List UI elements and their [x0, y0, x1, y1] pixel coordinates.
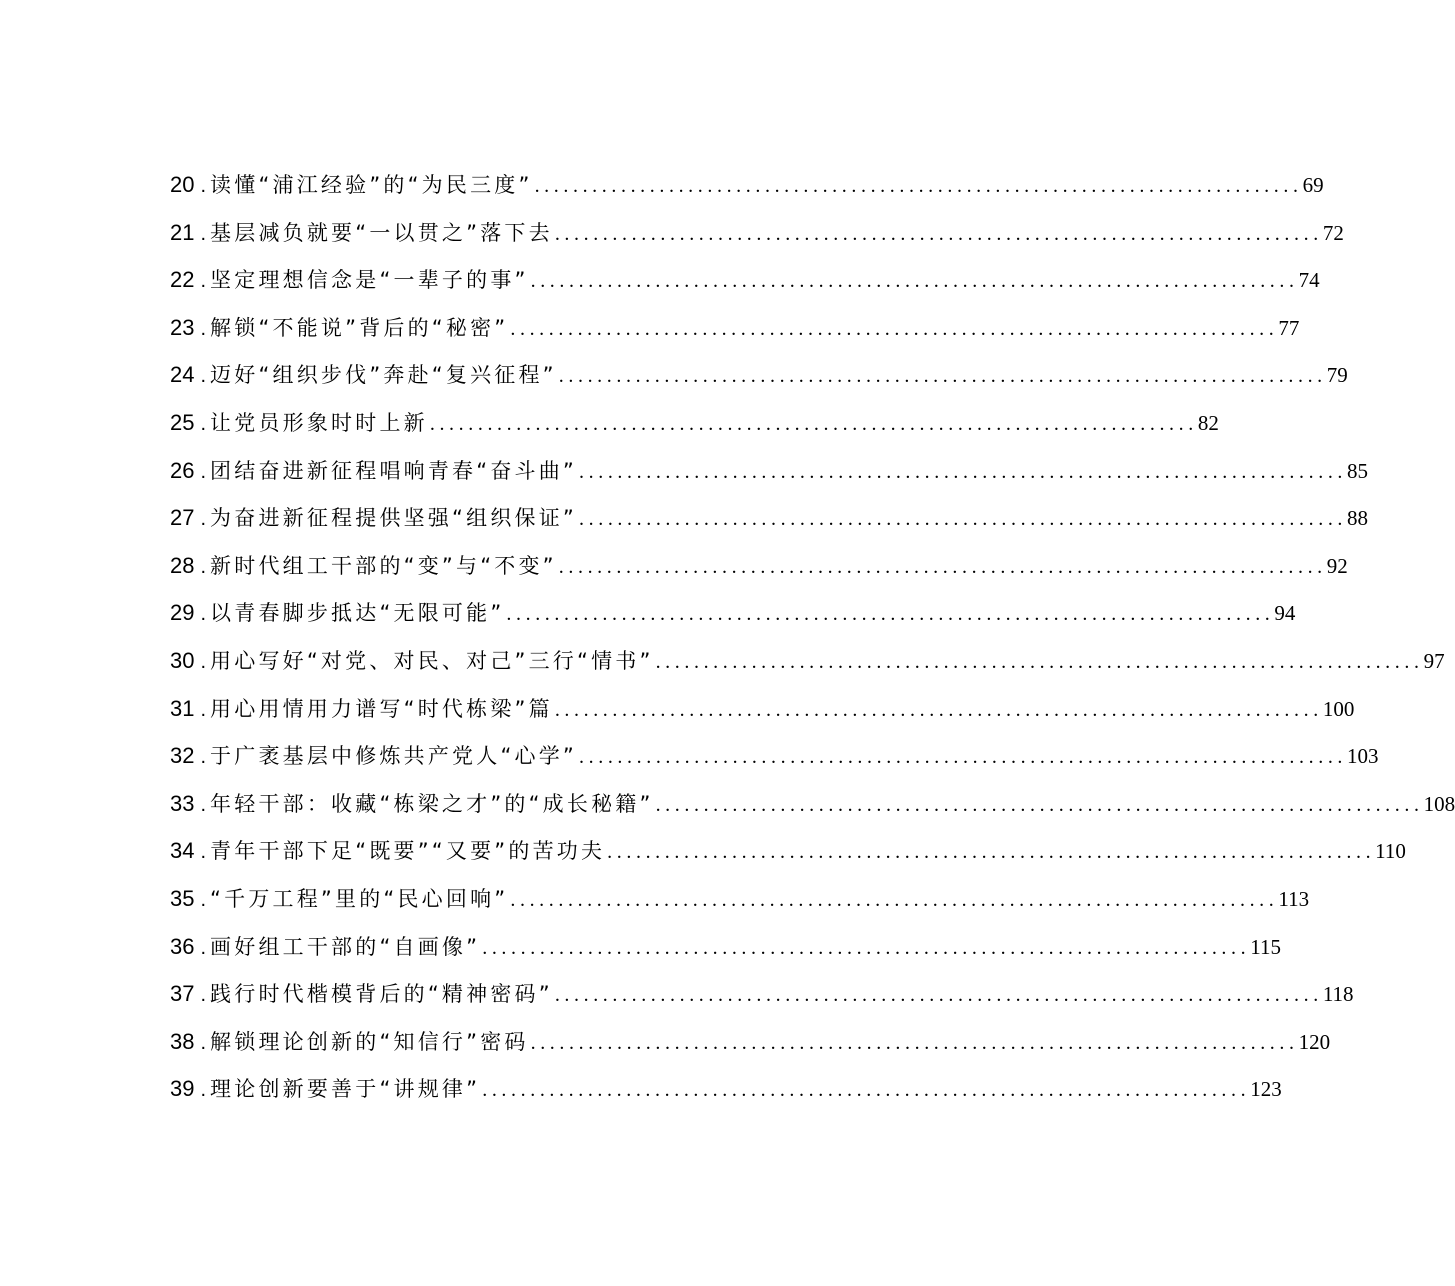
toc-entry-separator: . — [200, 222, 207, 245]
toc-dot-leader: ................................................................................ — [579, 508, 1348, 531]
toc-entry-number: 36 — [170, 933, 195, 959]
toc-entry-separator: . — [200, 175, 207, 197]
toc-dot-leader: ................................................................................ — [579, 460, 1348, 483]
toc-entry[interactable] — [170, 780, 1455, 828]
toc-entry[interactable] — [170, 923, 1281, 971]
toc-entry[interactable] — [170, 542, 1348, 590]
toc-entry-page: 74 — [1298, 268, 1320, 293]
toc-dot-leader: ................................................................................ — [579, 746, 1348, 769]
toc-entry[interactable] — [170, 351, 1348, 399]
toc-dot-leader: ................................................................................ — [510, 317, 1279, 340]
toc-dot-leader: ................................................................................ — [506, 603, 1275, 626]
toc-entry-page: 118 — [1322, 982, 1354, 1007]
toc-entry-title: 用心写好“对党、对民、对己”三行“情书” — [210, 648, 654, 673]
toc-dot-leader: ................................................................................ — [482, 936, 1251, 959]
toc-entry-page: 82 — [1197, 410, 1219, 435]
toc-entry-page: 100 — [1322, 696, 1355, 721]
toc-entry-page: 94 — [1274, 601, 1296, 626]
toc-dot-leader: ................................................................................ — [530, 1031, 1299, 1054]
toc-entry-separator: . — [200, 936, 207, 959]
toc-entry-number: 23 — [170, 314, 195, 340]
toc-entry-page: 92 — [1326, 553, 1348, 578]
toc-dot-leader: ................................................................................ — [655, 793, 1424, 816]
toc-entry-page: 69 — [1302, 173, 1324, 197]
toc-entry-number: 21 — [170, 219, 195, 245]
toc-entry[interactable] — [170, 589, 1296, 637]
toc-entry-title: 用心用情用力谱写“时代栋梁”篇 — [210, 696, 553, 721]
toc-dot-leader: ................................................................................ — [558, 555, 1327, 578]
toc-entry-number: 20 — [170, 172, 195, 197]
toc-entry-page: 85 — [1347, 458, 1369, 483]
toc-entry-number: 29 — [170, 600, 195, 626]
toc-dot-leader: ................................................................................ — [534, 175, 1303, 197]
toc-entry-title: 解锁“不能说”背后的“秘密” — [210, 315, 509, 340]
toc-entry-title: 读懂“浦江经验”的“为民三度” — [210, 173, 533, 197]
toc-entry-number: 33 — [170, 790, 195, 816]
toc-entry-number: 39 — [170, 1076, 195, 1102]
toc-entry-number: 37 — [170, 981, 195, 1007]
toc-entry[interactable] — [170, 827, 1406, 875]
toc-entry-page: 123 — [1250, 1077, 1282, 1102]
toc-entry-separator: . — [200, 698, 207, 721]
toc-entry[interactable] — [170, 732, 1379, 780]
toc-dot-leader: ................................................................................ — [554, 222, 1323, 245]
toc-entry-separator: . — [200, 508, 207, 531]
toc-entry[interactable] — [170, 494, 1369, 542]
toc-entry-separator: . — [200, 603, 207, 626]
toc-entry[interactable] — [170, 304, 1300, 352]
toc-dot-leader: ................................................................................ — [530, 270, 1299, 293]
toc-entry[interactable] — [170, 209, 1344, 257]
toc-entry-number: 38 — [170, 1028, 195, 1054]
toc-entry-number: 22 — [170, 267, 195, 293]
toc-entry-number: 35 — [170, 885, 195, 911]
toc-entry-page: 120 — [1298, 1029, 1331, 1054]
toc-entry-title: 解锁理论创新的“知信行”密码 — [210, 1029, 529, 1054]
toc-entry[interactable] — [170, 637, 1445, 685]
toc-dot-leader: ................................................................................ — [510, 888, 1279, 911]
toc-entry-separator: . — [200, 984, 207, 1007]
toc-entry-title: 团结奋进新征程唱响青春“奋斗曲” — [210, 458, 578, 483]
toc-dot-leader: ................................................................................ — [482, 1079, 1251, 1102]
toc-entry-page: 110 — [1375, 839, 1406, 864]
toc-entry-number: 24 — [170, 362, 195, 388]
toc-entry[interactable] — [170, 256, 1320, 304]
toc-dot-leader: ................................................................................ — [655, 650, 1424, 673]
toc-entry[interactable] — [170, 447, 1369, 495]
toc-entry-page: 108 — [1423, 791, 1455, 816]
toc-entry-title: 于广袤基层中修炼共产党人“心学” — [210, 744, 578, 769]
toc-entry-separator: . — [200, 746, 207, 769]
toc-entry-title: “千万工程”里的“民心回响” — [210, 886, 509, 911]
toc-entry-number: 31 — [170, 695, 195, 721]
toc-entry-title: 年轻干部：收藏“栋梁之才”的“成长秘籍” — [210, 791, 654, 816]
toc-entry[interactable] — [170, 685, 1355, 733]
toc-entry-number: 28 — [170, 552, 195, 578]
toc-entry[interactable] — [170, 161, 1324, 209]
toc-entry-separator: . — [200, 270, 207, 293]
toc-entry-page: 115 — [1250, 934, 1281, 959]
toc-entry-title: 坚定理想信念是“一辈子的事” — [210, 268, 529, 293]
toc-entry-separator: . — [200, 841, 207, 864]
toc-entry-page: 97 — [1423, 648, 1445, 673]
toc-entry-number: 30 — [170, 647, 195, 673]
toc-entry-separator: . — [200, 650, 207, 673]
toc-entry[interactable] — [170, 1065, 1282, 1113]
toc-entry[interactable] — [170, 875, 1310, 923]
toc-entry-page: 79 — [1326, 363, 1348, 388]
toc-entry-page: 113 — [1278, 886, 1310, 911]
toc-entry-number: 34 — [170, 838, 195, 864]
toc-entry-separator: . — [200, 317, 207, 340]
toc-entry-title: 迈好“组织步伐”奔赴“复兴征程” — [210, 363, 557, 388]
toc-entry-separator: . — [200, 365, 207, 388]
toc-entry-page: 88 — [1347, 506, 1369, 531]
toc-entry-separator: . — [200, 793, 207, 816]
toc-entry[interactable] — [170, 399, 1219, 447]
table-of-contents — [170, 161, 1455, 1113]
toc-entry-title: 理论创新要善于“讲规律” — [210, 1077, 481, 1102]
toc-entry-title: 让党员形象时时上新 — [210, 410, 428, 435]
toc-entry-page: 103 — [1347, 744, 1379, 769]
toc-dot-leader: ................................................................................ — [607, 841, 1376, 864]
toc-entry-separator: . — [200, 1031, 207, 1054]
toc-dot-leader: ................................................................................ — [554, 984, 1323, 1007]
toc-dot-leader: ................................................................................ — [554, 698, 1323, 721]
toc-entry[interactable] — [170, 970, 1354, 1018]
toc-entry-separator: . — [200, 1079, 207, 1102]
toc-entry-separator: . — [200, 555, 207, 578]
toc-entry-number: 25 — [170, 409, 195, 435]
toc-entry-page: 77 — [1278, 315, 1300, 340]
toc-entry-number: 26 — [170, 457, 195, 483]
toc-dot-leader: ................................................................................ — [429, 412, 1198, 435]
toc-entry[interactable] — [170, 1018, 1331, 1066]
toc-entry-title: 新时代组工干部的“变”与“不变” — [210, 553, 557, 578]
toc-entry-title: 青年干部下足“既要”“又要”的苦功夫 — [210, 839, 606, 864]
toc-entry-title: 画好组工干部的“自画像” — [210, 934, 481, 959]
toc-entry-title: 为奋进新征程提供坚强“组织保证” — [210, 506, 578, 531]
toc-dot-leader: ................................................................................ — [558, 365, 1327, 388]
toc-entry-page: 72 — [1322, 220, 1344, 245]
toc-entry-separator: . — [200, 460, 207, 483]
toc-entry-title: 以青春脚步抵达“无限可能” — [210, 601, 505, 626]
toc-entry-number: 32 — [170, 743, 195, 769]
toc-entry-separator: . — [200, 412, 207, 435]
toc-entry-title: 践行时代楷模背后的“精神密码” — [210, 982, 553, 1007]
toc-entry-separator: . — [200, 888, 207, 911]
toc-entry-number: 27 — [170, 505, 195, 531]
toc-entry-title: 基层减负就要“一以贯之”落下去 — [210, 220, 553, 245]
